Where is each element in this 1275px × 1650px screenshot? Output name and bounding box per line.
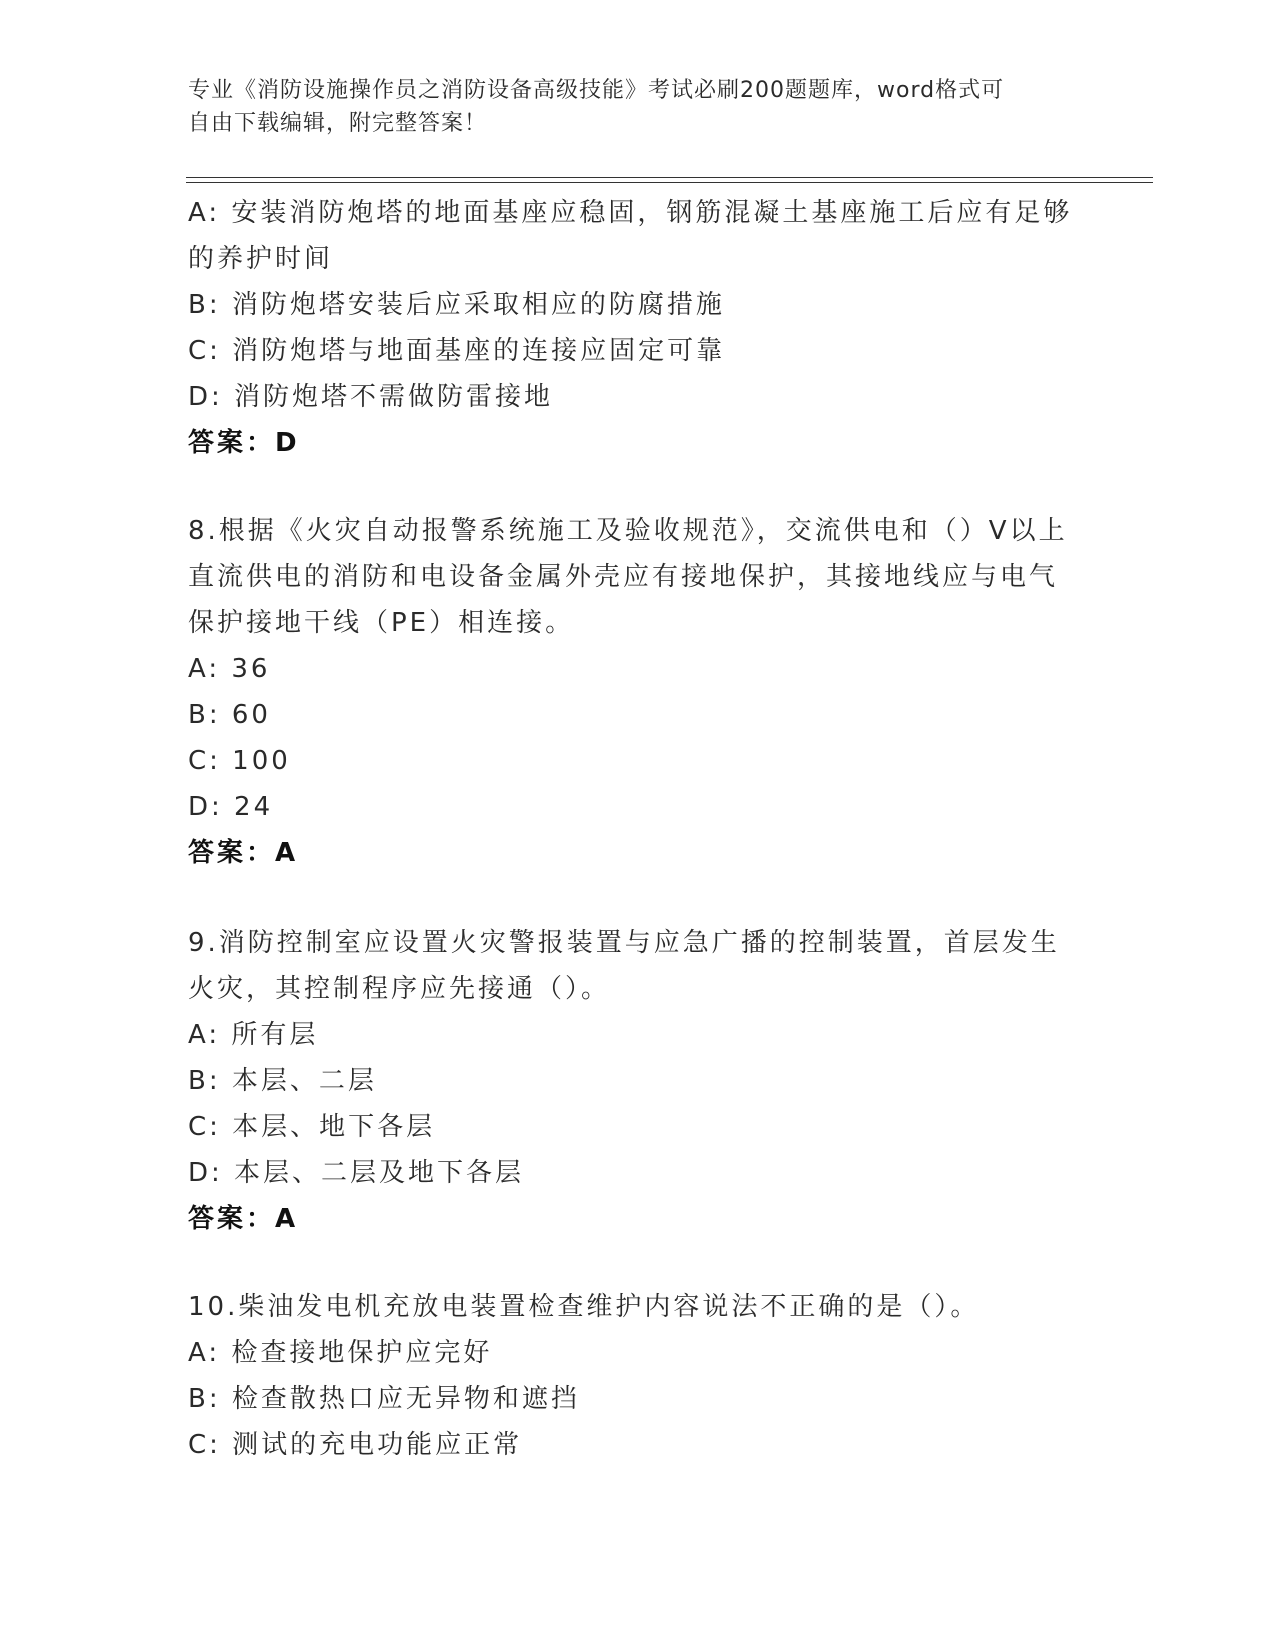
q7-option-b: B: 消防炮塔安装后应采取相应的防腐措施 <box>188 290 725 320</box>
q9-answer: 答案：A <box>188 1204 299 1234</box>
question-7-block <box>188 190 1088 466</box>
spacer <box>188 876 1088 920</box>
q10-stem-line-1: 10.柴油发电机充放电装置检查维护内容说法不正确的是（）。 <box>188 1292 980 1322</box>
q8-option-b: B: 60 <box>188 700 271 730</box>
q7-answer: 答案：D <box>188 428 300 458</box>
q10-option-c: C: 测试的充电功能应正常 <box>188 1430 523 1460</box>
spacer <box>188 466 1088 508</box>
question-10-block <box>188 1284 1088 1468</box>
q8-option-c: C: 100 <box>188 746 291 776</box>
q8-stem-line-2: 直流供电的消防和电设备金属外壳应有接地保护，其接地线应与电气 <box>188 562 1059 592</box>
header-title-line-1: 专业《消防设施操作员之消防设备高级技能》考试必刷200题题库，word格式可 <box>188 78 1005 103</box>
q7-option-a-line-2: 的养护时间 <box>188 244 334 274</box>
q7-option-d: D: 消防炮塔不需做防雷接地 <box>188 382 554 412</box>
question-9-block <box>188 920 1088 1242</box>
document-header <box>188 74 1068 140</box>
q9-option-d: D: 本层、二层及地下各层 <box>188 1158 525 1188</box>
q8-option-d: D: 24 <box>188 792 274 822</box>
q10-option-b: B: 检查散热口应无异物和遮挡 <box>188 1384 580 1414</box>
q9-stem-line-1: 9.消防控制室应设置火灾警报装置与应急广播的控制装置，首层发生 <box>188 928 1060 958</box>
spacer <box>188 1242 1088 1284</box>
q9-option-a: A: 所有层 <box>188 1020 319 1050</box>
question-list <box>188 190 1088 1468</box>
question-8-block <box>188 508 1088 876</box>
q8-answer: 答案：A <box>188 838 299 868</box>
q9-option-c: C: 本层、地下各层 <box>188 1112 436 1142</box>
q10-option-a: A: 检查接地保护应完好 <box>188 1338 493 1368</box>
q9-stem-line-2: 火灾，其控制程序应先接通（）。 <box>188 974 611 1004</box>
q8-stem-line-1: 8.根据《火灾自动报警系统施工及验收规范》，交流供电和（）V以上 <box>188 516 1068 546</box>
q7-option-c: C: 消防炮塔与地面基座的连接应固定可靠 <box>188 336 726 366</box>
q8-stem-line-3: 保护接地干线（PE）相连接。 <box>188 608 575 638</box>
header-divider-top <box>186 177 1153 178</box>
header-divider-bottom <box>186 182 1153 183</box>
header-title-line-2: 自由下载编辑，附完整答案！ <box>188 111 488 136</box>
q9-option-b: B: 本层、二层 <box>188 1066 377 1096</box>
q8-option-a: A: 36 <box>188 654 271 684</box>
q7-option-a-line-1: A: 安装消防炮塔的地面基座应稳固，钢筋混凝土基座施工后应有足够 <box>188 198 1073 228</box>
